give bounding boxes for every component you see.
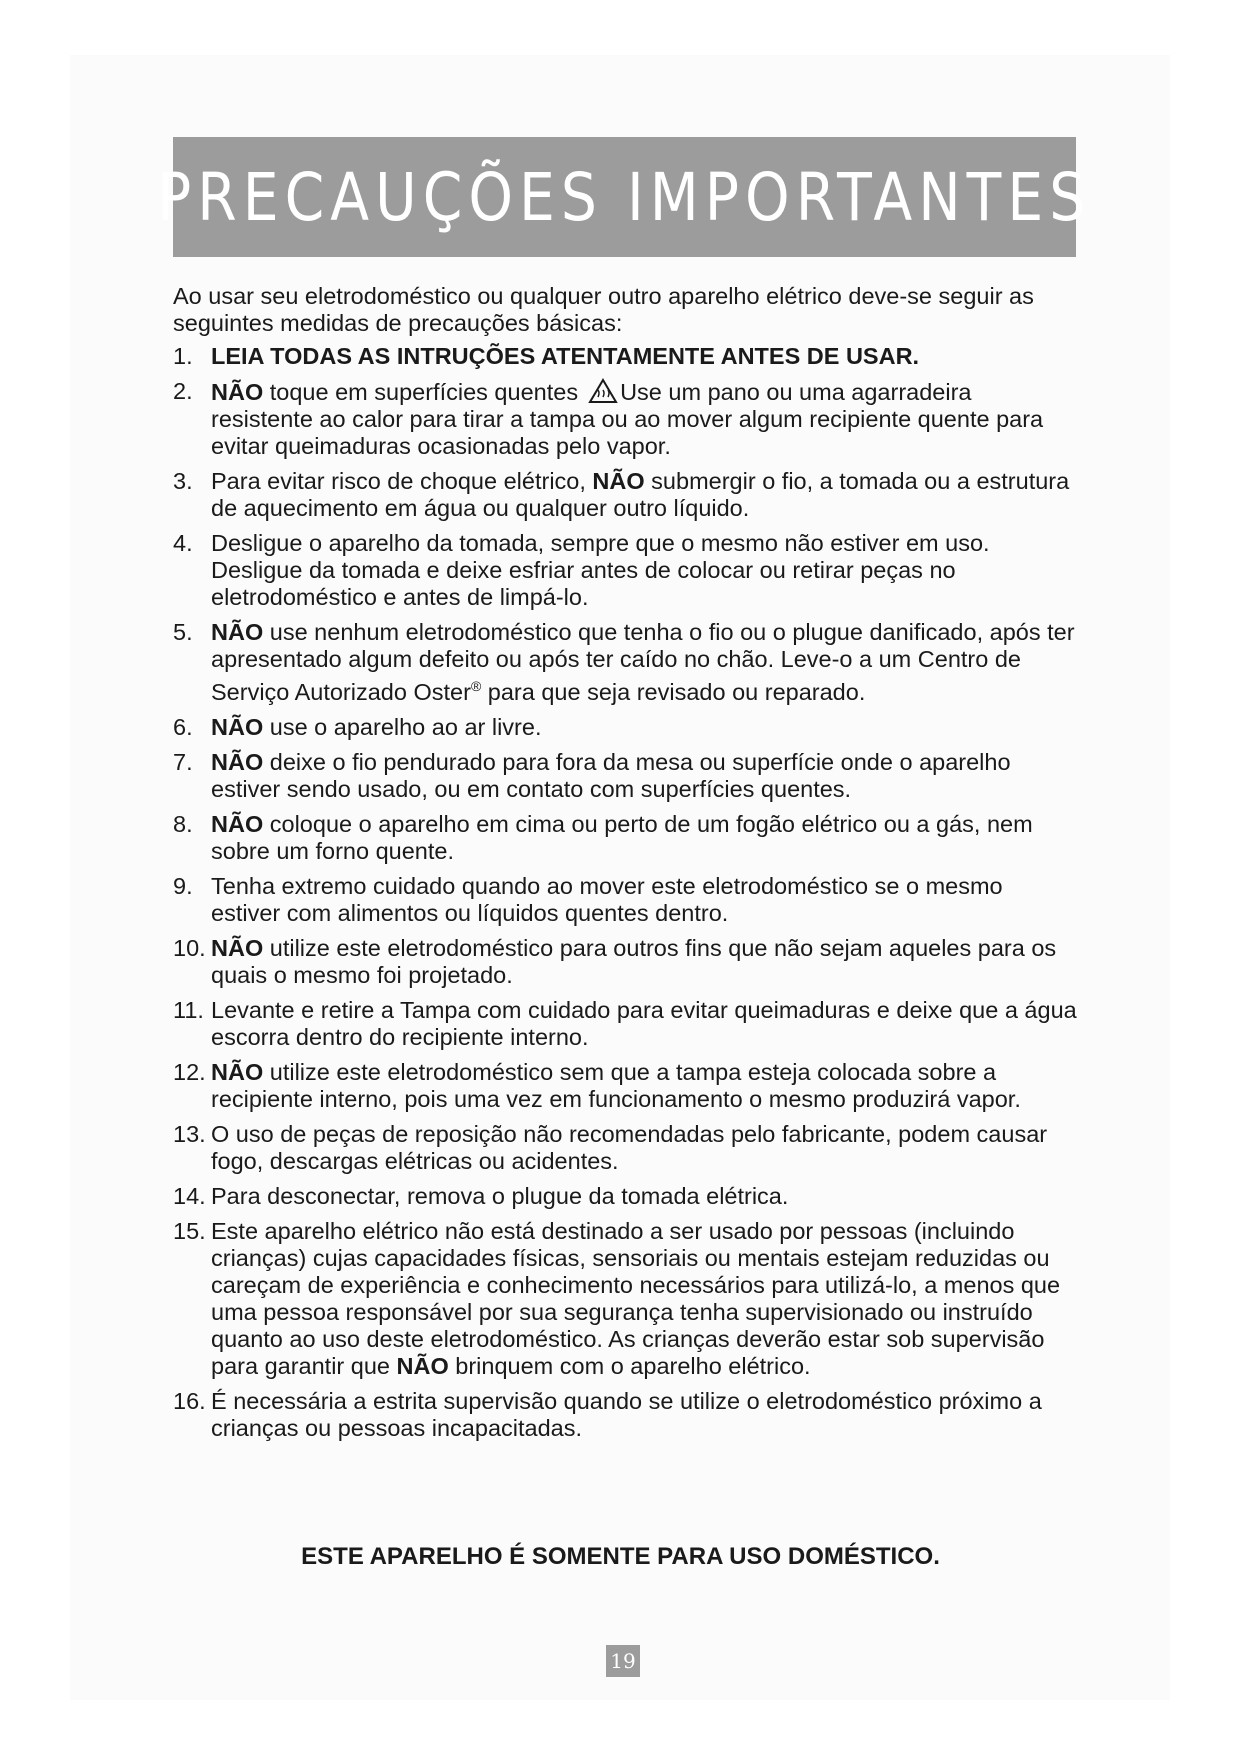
hot-surface-warning-icon xyxy=(588,378,618,404)
list-item: 16. É necessária a estrita supervisão quando se utilize o eletrodoméstico próximo a crianças ou pessoas incapacitadas. xyxy=(173,1388,1042,1441)
intro-text: Ao usar seu eletrodoméstico ou qualquer outro aparelho elétrico deve-se seguir as seguintes medidas de precauções básicas: xyxy=(173,283,1034,336)
list-item: 7. NÃO deixe o fio pendurado para fora da mesa ou superfície onde o aparelho estiver sendo usado, ou em contato com superfícies quentes. xyxy=(173,749,1011,802)
list-item: 2. NÃO toque em superfícies quentes Use um pano ou uma agarradeira resistente ao calor para tirar a tampa ou ao mover algum recipiente quente para evitar queimaduras ocasionadas pelo vapor. xyxy=(173,378,1044,459)
list-item: 1. LEIA TODAS AS INTRUÇÕES ATENTAMENTE ANTES DE USAR. xyxy=(173,343,920,369)
list-item: 10. NÃO utilize este eletrodoméstico para outros fins que não sejam aqueles para os quais o mesmo foi projetado. xyxy=(173,935,1057,988)
list-item: 4. Desligue o aparelho da tomada, sempre que o mesmo não estiver em uso. Desligue da tomada e deixe esfriar antes de colocar ou retirar peças no eletrodoméstico e antes de limpá-lo. xyxy=(173,530,990,610)
list-item: 15. Este aparelho elétrico não está destinado a ser usado por pessoas (incluindo crianças) cujas capacidades físicas, sensoriais ou mentais estejam reduzidas ou careçam de experiência e conhecimento necessários para utilizá-lo, a menos que uma pessoa responsável por sua segurança tenha supervisionado ou instruído quanto ao uso deste eletrodoméstico. As crianças deverão estar sob supervisão para garantir que NÃO brinquem com o aparelho elétrico. xyxy=(173,1218,1061,1379)
precautions-content xyxy=(173,283,1078,1450)
title-banner xyxy=(157,137,1092,257)
domestic-use-note: ESTE APARELHO É SOMENTE PARA USO DOMÉSTICO. xyxy=(301,1543,940,1570)
page-title: PRECAUÇÕES IMPORTANTES xyxy=(157,158,1092,236)
list-item: 8. NÃO coloque o aparelho em cima ou perto de um fogão elétrico ou a gás, nem sobre um forno quente. xyxy=(173,811,1033,864)
page-number: 19 xyxy=(606,1645,640,1677)
list-item: 6. NÃO use o aparelho ao ar livre. xyxy=(173,714,542,740)
list-item: 3. Para evitar risco de choque elétrico, NÃO submergir o fio, a tomada ou a estrutura de aquecimento em água ou qualquer outro líquido. xyxy=(173,468,1070,521)
list-item: 12. NÃO utilize este eletrodoméstico sem que a tampa esteja colocada sobre a recipiente interno, pois uma vez em funcionamento o mesmo produzirá vapor. xyxy=(173,1059,1021,1112)
list-item: 5. NÃO use nenhum eletrodoméstico que tenha o fio ou o plugue danificado, após ter apresentado algum defeito ou após ter caído no chão. Leve-o a um Centro de Serviço Autorizado Oster® para que seja revisado ou reparado. xyxy=(173,619,1075,705)
list-item: 13. O uso de peças de reposição não recomendadas pelo fabricante, podem causar fogo, descargas elétricas ou acidentes. xyxy=(173,1121,1048,1174)
list-item: 9. Tenha extremo cuidado quando ao mover este eletrodoméstico se o mesmo estiver com alimentos ou líquidos quentes dentro. xyxy=(173,873,1003,926)
list-item: 11. Levante e retire a Tampa com cuidado para evitar queimaduras e deixe que a água escorra dentro do recipiente interno. xyxy=(173,997,1077,1050)
list-item: 14. Para desconectar, remova o plugue da tomada elétrica. xyxy=(173,1183,789,1209)
